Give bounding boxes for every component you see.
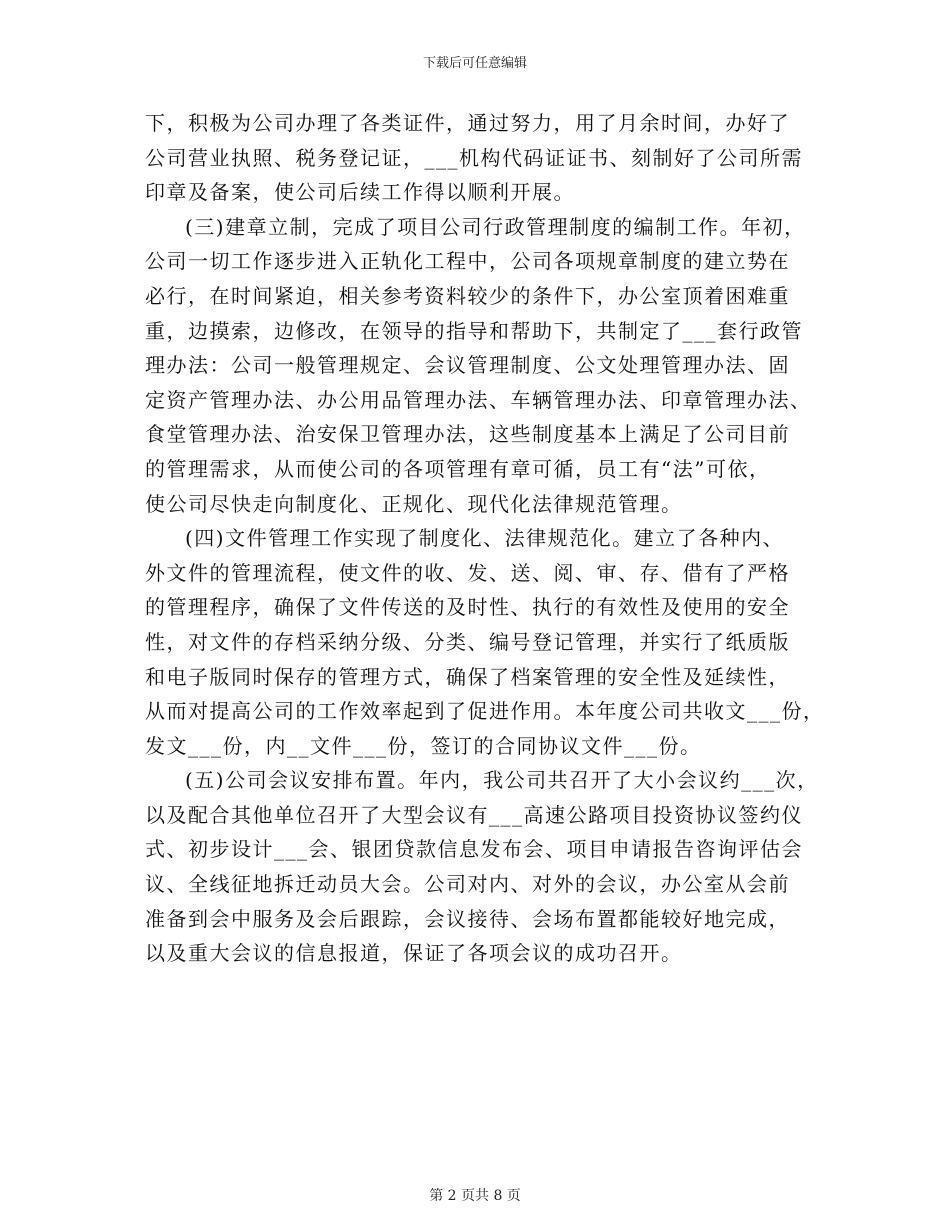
text-line: 发文___份，内__文件___份，签订的合同协议文件___份。 (145, 733, 702, 758)
text-line: 以及配合其他单位召开了大型会议有___高速公路项目投资协议签约仪 (145, 802, 803, 827)
text-line: 印章及备案，使公司后续工作得以顺利开展。 (145, 180, 575, 205)
text-line: 和电子版同时保存的管理方式，确保了档案管理的安全性及延续性， (145, 664, 790, 689)
text-line: 准备到会中服务及会后跟踪，会议接待、会场布置都能较好地完成， (145, 906, 790, 931)
page-number: 第 2 页共 8 页 (429, 1188, 521, 1204)
text-line: 理办法：公司一般管理规定、会议管理制度、公文处理管理办法、固 (145, 353, 790, 378)
text-line: 下，积极为公司办理了各类证件，通过努力，用了月余时间，办好了 (145, 111, 790, 135)
text-line: 式、初步设计___会、银团贷款信息发布会、项目申请报告咨询评估会 (145, 837, 803, 862)
text-line: 从而对提高公司的工作效率起到了促进作用。本年度公司共收文___份， (145, 699, 825, 724)
text-line: 的管理程序，确保了文件传送的及时性、执行的有效性及使用的安全 (145, 595, 790, 620)
text-line: 使公司尽快走向制度化、正规化、现代化法律规范管理。 (145, 491, 683, 516)
text-line: 性，对文件的存档采纳分级、分类、编号登记管理，并实行了纸质版 (145, 629, 790, 654)
text-line: 外文件的管理流程，使文件的收、发、送、阅、审、存、借有了严格 (145, 560, 790, 585)
text-line: 公司营业执照、税务登记证，___机构代码证证书、刻制好了公司所需 (145, 145, 803, 170)
text-line: 议、全线征地拆迁动员大会。公司对内、对外的会议，办公室从会前 (145, 872, 790, 897)
text-line: 公司一切工作逐步进入正轨化工程中，公司各项规章制度的建立势在 (145, 249, 790, 274)
text-line: 的管理需求，从而使公司的各项管理有章可循，员工有“法”可依， (145, 456, 771, 481)
document-body (145, 106, 825, 971)
text-line: (五)公司会议安排布置。年内，我公司共召开了大小会议约___次， (185, 768, 819, 793)
text-line: 定资产管理办法、办公用品管理办法、车辆管理办法、印章管理办法、 (145, 387, 812, 412)
text-line: (四)文件管理工作实现了制度化、法律规范化。建立了各种内、 (185, 526, 785, 551)
text-line: 必行，在时间紧迫，相关参考资料较少的条件下，办公室顶着困难重 (145, 283, 790, 308)
text-line: (三)建章立制，完成了项目公司行政管理制度的编制工作。年初， (185, 214, 806, 239)
text-line: 食堂管理办法、治安保卫管理办法，这些制度基本上满足了公司目前 (145, 422, 790, 447)
text-line: 以及重大会议的信息报道，保证了各项会议的成功召开。 (145, 941, 683, 966)
page-header: 下载后可任意编辑 (422, 56, 527, 71)
text-line: 重，边摸索，边修改，在领导的指导和帮助下，共制定了___套行政管 (145, 318, 803, 343)
